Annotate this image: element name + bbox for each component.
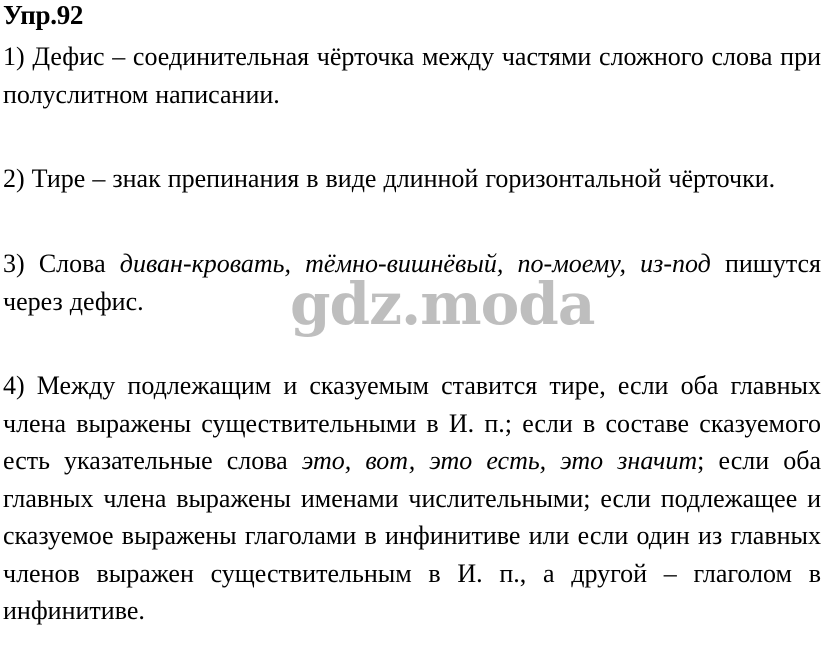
item-2 (3, 160, 821, 198)
item-2-text: 2) Тире – знак препинания в виде длинной горизонтальной чёрточки. (3, 164, 776, 193)
item-3-text-a: 3) Слова (3, 249, 120, 278)
item-4 (3, 367, 821, 630)
item-4-text-b: ; если оба главных члена выражены именами числительными; если подлежащее и сказуемое выражены глаголами в инфинитиве или если один из главных членов выражен существительным в И. п., а другой – глаголом в инфинитиве. (3, 446, 821, 625)
exercise-title: Упр.92 (3, 0, 84, 30)
item-3-examples: диван-кровать, тёмно-вишнёвый, по-моему, из-под (119, 249, 711, 278)
item-3-text-b: пишутся через дефис. (3, 249, 822, 316)
item-4-examples: это, вот, это есть, это значит (301, 446, 698, 475)
item-1-text: 1) Дефис – соединительная чёрточка между частями сложного слова при полуслитном написании. (3, 42, 821, 109)
watermark-logo: gdz.moda (290, 270, 595, 338)
item-4-text-a: 4) Между подлежащим и сказуемым ставится тире, если оба главных члена выражены существительными в И. п.; если в составе сказуемого есть указательные слова (3, 371, 821, 475)
item-3 (3, 245, 821, 320)
item-1 (3, 38, 821, 113)
